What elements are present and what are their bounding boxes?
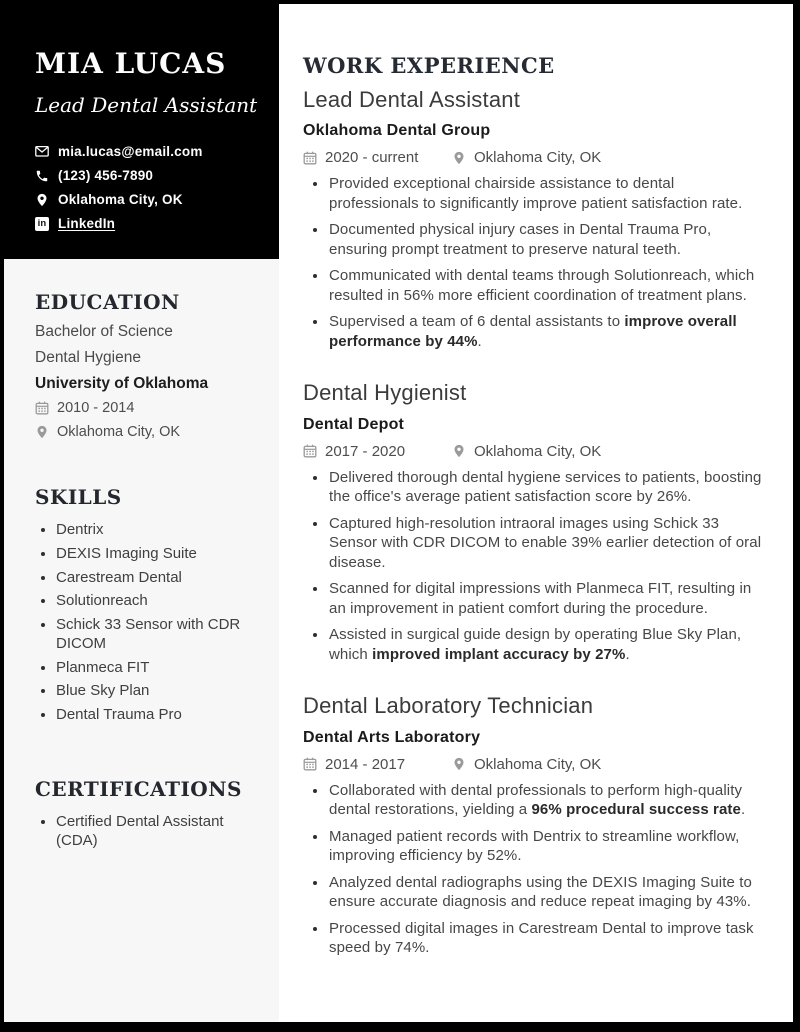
skill-item [41, 706, 241, 725]
bullet-dot [313, 835, 317, 839]
bullet-dot [313, 476, 317, 480]
work-experience-heading: WORK EXPERIENCE [303, 53, 555, 78]
company-name: Oklahoma Dental Group [303, 122, 491, 140]
bullet-list [303, 781, 767, 958]
job-location-group [452, 443, 601, 460]
bullet-text: Provided exceptional chairside assistance to dental professionals to significantly improve patient satisfaction rate. [329, 175, 743, 212]
bullet-dot [41, 820, 45, 824]
education-location: Oklahoma City, OK [57, 424, 181, 441]
company-name: Dental Depot [303, 415, 405, 433]
contact-email-row [35, 144, 261, 159]
job-dates-group [303, 149, 452, 166]
certifications-list [35, 813, 241, 851]
bullet-text: Delivered thorough dental hygiene services to patients, boosting the office's average patient satisfaction score by 26%. [329, 468, 762, 506]
skill-text: Dentrix [56, 521, 104, 539]
linkedin-link[interactable]: LinkedIn [58, 216, 116, 232]
bullet-text: Supervised a team of 6 dental assistants to improve overall performance by 44%. [329, 313, 737, 350]
bullet-text: Assisted in surgical guide design by operating Blue Sky Plan, which improved implant accuracy by 27%. [329, 626, 742, 663]
skill-text: Planmeca FIT [56, 658, 150, 676]
contact-location-text: Oklahoma City, OK [58, 192, 183, 208]
job-section [303, 380, 767, 664]
skill-text: Blue Sky Plan [56, 682, 150, 700]
bullet-dot [313, 633, 317, 637]
bullet-item [313, 625, 767, 664]
job-title: Lead Dental Assistant [303, 87, 521, 113]
job-section [303, 693, 767, 957]
bullet-dot [41, 623, 45, 627]
bullet-text: Managed patient records with Dentrix to streamline workflow, improving efficiency by 52%. [329, 827, 740, 865]
degree-line-1: Bachelor of Science [35, 323, 173, 340]
bullet-dot [313, 881, 317, 885]
bullet-item [313, 220, 767, 259]
job-title: Dental Laboratory Technician [303, 693, 594, 719]
bullet-text: Analyzed dental radiographs using the DEXIS Imaging Suite to ensure accurate diagnosis and reduce repeat imaging by 43%. [329, 873, 752, 911]
skills-heading: SKILLS [35, 485, 122, 510]
bullet-dot [313, 274, 317, 278]
school-name: University of Oklahoma [35, 375, 209, 393]
identity-header [4, 4, 279, 259]
bullet-text: Captured high-resolution intraoral images using Schick 33 Sensor with CDR DICOM to enable 39% earlier detection of oral disease. [329, 514, 762, 571]
bullet-item [313, 781, 767, 820]
education-dates: 2010 - 2014 [57, 400, 135, 417]
contact-list [35, 144, 261, 231]
company-name: Dental Arts Laboratory [303, 728, 481, 746]
job-meta-row [303, 756, 767, 773]
sidebar [4, 4, 279, 1022]
calendar-icon [303, 444, 317, 458]
education-heading: EDUCATION [35, 290, 180, 314]
skill-item [41, 682, 241, 701]
bullet-dot [313, 182, 317, 186]
certifications-heading: CERTIFICATIONS [35, 776, 242, 801]
education-dates-row [35, 400, 241, 416]
contact-location-row [35, 192, 261, 207]
bullet-dot [41, 599, 45, 603]
certifications-section [4, 778, 279, 856]
skill-item [41, 592, 241, 611]
job-dates: 2017 - 2020 [325, 442, 406, 460]
job-title: Dental Hygienist [303, 380, 467, 406]
skill-text: DEXIS Imaging Suite [56, 544, 197, 562]
bullet-item [313, 873, 767, 912]
job-location: Oklahoma City, OK [474, 755, 602, 773]
education-section [4, 291, 279, 440]
bullet-item [313, 827, 767, 866]
calendar-icon [303, 151, 317, 165]
person-role-title: Lead Dental Assistant [35, 93, 258, 118]
job-meta-row [303, 149, 767, 166]
location-icon [452, 444, 466, 458]
skill-text: Carestream Dental [56, 568, 182, 586]
bullet-item [313, 468, 767, 507]
phone-icon [35, 169, 49, 183]
bullet-item [313, 919, 767, 958]
bullet-dot [313, 522, 317, 526]
bullet-dot [313, 228, 317, 232]
job-dates-group [303, 443, 452, 460]
location-icon [452, 151, 466, 165]
bullet-list [303, 174, 767, 351]
bullet-dot [313, 789, 317, 793]
education-location-row [35, 424, 241, 440]
bullet-dot [41, 689, 45, 693]
contact-linkedin-row [35, 216, 261, 231]
skill-item [41, 616, 241, 654]
page-inner [4, 4, 793, 1022]
skill-item [41, 569, 241, 588]
skill-text: Solutionreach [56, 592, 148, 610]
email-icon [35, 145, 49, 159]
skill-text: Schick 33 Sensor with CDR DICOM [56, 616, 241, 652]
bullet-dot [313, 587, 317, 591]
bullet-text: Collaborated with dental professionals to perform high-quality dental restorations, yielding a 96% procedural success rate. [329, 781, 746, 819]
skills-section [4, 486, 279, 730]
certification-item [41, 813, 241, 851]
degree-line-2: Dental Hygiene [35, 349, 141, 367]
job-section [303, 87, 767, 351]
skill-item [41, 545, 241, 564]
job-location-group [452, 149, 601, 166]
bullet-text: Documented physical injury cases in Dental Trauma Pro, ensuring prompt treatment to preserve natural teeth. [329, 221, 712, 258]
bullet-dot [41, 666, 45, 670]
location-icon [35, 425, 49, 439]
bullet-list [303, 468, 767, 665]
bullet-item [313, 174, 767, 213]
certification-text: Certified Dental Assistant (CDA) [56, 812, 224, 849]
skill-item [41, 521, 241, 540]
bullet-dot [313, 927, 317, 931]
bullet-dot [41, 713, 45, 717]
bullet-text: Scanned for digital impressions with Planmeca FIT, resulting in an improvement in patient comfort during the procedure. [329, 580, 752, 617]
skill-item [41, 659, 241, 678]
calendar-icon [303, 757, 317, 771]
contact-phone-text: (123) 456-7890 [58, 168, 154, 184]
job-location: Oklahoma City, OK [474, 149, 602, 167]
calendar-icon [35, 401, 49, 415]
bullet-text: Processed digital images in Carestream Dental to improve task speed by 74%. [329, 919, 754, 957]
linkedin-icon: in [35, 217, 49, 231]
bullet-dot [41, 528, 45, 532]
contact-phone-row [35, 168, 261, 183]
bullet-dot [41, 552, 45, 556]
person-name: MIA LUCAS [35, 47, 227, 80]
job-dates: 2020 - current [325, 149, 419, 167]
bullet-item [313, 579, 767, 618]
location-icon [35, 193, 49, 207]
location-icon [452, 757, 466, 771]
bullet-item [313, 514, 767, 573]
contact-email-text: mia.lucas@email.com [58, 144, 203, 160]
bullet-item [313, 266, 767, 305]
job-dates: 2014 - 2017 [325, 755, 406, 773]
bullet-dot [313, 320, 317, 324]
job-dates-group [303, 756, 452, 773]
skill-text: Dental Trauma Pro [56, 706, 182, 724]
job-meta-row [303, 443, 767, 460]
bullet-text: Communicated with dental teams through Solutionreach, which resulted in 56% more efficient coordination of treatment plans. [329, 267, 755, 304]
bullet-item [313, 312, 767, 351]
bullet-dot [41, 576, 45, 580]
job-location-group [452, 756, 601, 773]
job-location: Oklahoma City, OK [474, 442, 602, 460]
skills-list [35, 521, 241, 725]
main-column [279, 4, 793, 1022]
